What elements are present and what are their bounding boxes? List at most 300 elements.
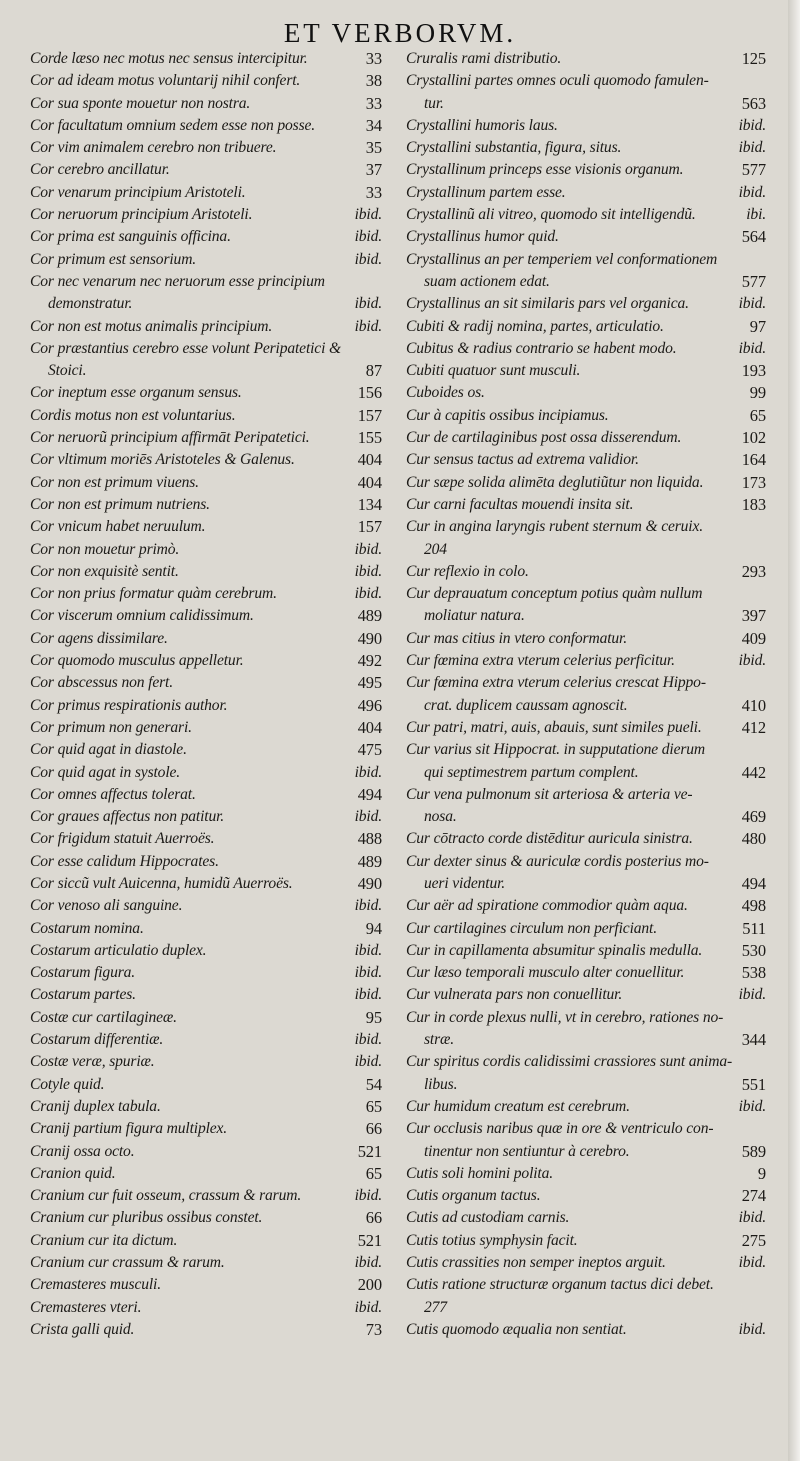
index-entry	[406, 583, 766, 605]
page-reference: 442	[741, 762, 766, 782]
index-entry	[406, 1096, 766, 1118]
page-reference: ibid.	[354, 206, 382, 224]
index-entry	[406, 1185, 766, 1207]
index-entry	[30, 1185, 382, 1207]
index-entry-text: Cremasteres musculi.	[30, 1276, 161, 1294]
index-entry	[30, 1319, 382, 1341]
index-entry	[30, 873, 382, 895]
index-entry-text: Cubiti & radij nomina, partes, articulatio.	[406, 317, 664, 335]
page-reference: 200	[357, 1275, 382, 1295]
page-reference: 521	[357, 1141, 382, 1161]
page-reference: 563	[741, 93, 766, 113]
index-entry-text: tur.	[424, 94, 444, 112]
page-reference: 99	[749, 383, 766, 403]
page-reference: ibid.	[354, 1053, 382, 1071]
index-entry-text: Cur humidum creatum est cerebrum.	[406, 1097, 630, 1115]
index-entry-text: Crystallinus humor quid.	[406, 228, 559, 246]
index-entry	[30, 427, 382, 449]
page-reference: ibid.	[738, 986, 766, 1004]
page-reference: 9	[757, 1163, 766, 1183]
page-reference: 156	[357, 383, 382, 403]
index-entry	[30, 204, 382, 226]
index-entry	[30, 293, 382, 315]
index-entry-text: Cordis motus non est voluntarius.	[30, 406, 236, 424]
index-entry	[406, 405, 766, 427]
page-reference: 164	[741, 450, 766, 470]
index-entry-text: Cur reflexio in colo.	[406, 562, 529, 580]
index-entry	[406, 784, 766, 806]
page-reference: 530	[741, 940, 766, 960]
index-entry	[30, 895, 382, 917]
index-entry	[30, 605, 382, 627]
index-entry-text: Cor cerebro ancillatur.	[30, 161, 170, 179]
index-entry-text: Cor frigidum statuit Auerroës.	[30, 830, 215, 848]
index-entry-text: suam actionem edat.	[424, 272, 550, 290]
index-entry	[406, 918, 766, 940]
page-reference: ibid.	[354, 1031, 382, 1049]
index-entry	[30, 472, 382, 494]
index-entry	[30, 695, 382, 717]
index-entry	[406, 1118, 766, 1140]
page-reference: 38	[365, 71, 382, 91]
page-reference: 409	[741, 628, 766, 648]
index-entry-text: Cor non exquisitè sentit.	[30, 562, 179, 580]
page-reference: ibid.	[738, 295, 766, 313]
page-reference: 102	[741, 428, 766, 448]
index-entry-text: Cuboides os.	[406, 384, 485, 402]
page-reference: ibid.	[354, 317, 382, 335]
index-entry-text: Cur dexter sinus & auriculæ cordis posterius mo-	[406, 852, 709, 870]
index-entry	[30, 828, 382, 850]
index-entry	[30, 516, 382, 538]
index-entry-text: Costæ cur cartilagineæ.	[30, 1008, 177, 1026]
index-entry	[30, 1207, 382, 1229]
index-entry-text: Cor venarum principium Aristoteli.	[30, 183, 246, 201]
index-entry	[406, 115, 766, 137]
page-reference: 173	[741, 472, 766, 492]
index-entry	[30, 1274, 382, 1296]
index-entry	[30, 48, 382, 70]
index-entry	[406, 739, 766, 761]
index-entry-text: Cur læso temporali musculo alter conuellitur.	[406, 964, 685, 982]
page-reference: ibid.	[738, 1209, 766, 1227]
index-entry	[406, 1029, 766, 1051]
index-entry-text: Cubitus & radius contrario se habent modo.	[406, 339, 677, 357]
index-entry-text: Cor agens dissimilare.	[30, 629, 168, 647]
index-entry-text: Cor graues affectus non patitur.	[30, 808, 225, 826]
index-entry-text: moliatur natura.	[424, 607, 525, 625]
index-entry	[30, 561, 382, 583]
index-entry	[30, 539, 382, 561]
page-reference: ibid.	[354, 1187, 382, 1205]
index-entry	[30, 226, 382, 248]
page-reference: 125	[741, 49, 766, 68]
index-entry	[30, 650, 382, 672]
index-entry-text: Cranij partium figura multiplex.	[30, 1120, 228, 1138]
index-entry	[406, 382, 766, 404]
index-entry-text: Costarum partes.	[30, 986, 136, 1004]
index-entry	[30, 717, 382, 739]
index-entry	[406, 539, 766, 561]
page-reference: 410	[741, 695, 766, 715]
index-entry-text: Cor facultatum omnium sedem esse non posse.	[30, 116, 316, 134]
index-entry	[406, 271, 766, 293]
index-entry-text: 204	[424, 540, 447, 558]
index-entry	[30, 115, 382, 137]
index-entry	[30, 672, 382, 694]
index-entry	[30, 338, 382, 360]
index-entry	[30, 583, 382, 605]
index-entry-text: Cur in corde plexus nulli, vt in cerebro, rationes no-	[406, 1008, 724, 1026]
index-entry-text: Cor ad ideam motus voluntarij nihil confert.	[30, 72, 301, 90]
index-entry	[30, 316, 382, 338]
index-column-right	[406, 48, 766, 1341]
index-entry	[406, 226, 766, 248]
page-reference: ibid.	[354, 1298, 382, 1316]
index-entry	[406, 360, 766, 382]
index-entry	[30, 984, 382, 1006]
index-entry	[30, 405, 382, 427]
index-entry-text: demonstratur.	[48, 295, 133, 313]
page-reference: 564	[741, 227, 766, 247]
index-entry-text: Cubiti quatuor sunt musculi.	[406, 362, 581, 380]
index-entry-text: Cutis soli homini polita.	[406, 1164, 554, 1182]
page-reference: 73	[365, 1319, 382, 1339]
index-entry-text: Cor nec venarum nec neruorum esse principium	[30, 272, 325, 290]
page-reference: 155	[357, 428, 382, 448]
index-entry	[30, 182, 382, 204]
index-entry	[406, 1319, 766, 1341]
index-entry-text: Cor quomodo musculus appelletur.	[30, 652, 244, 670]
index-entry	[406, 449, 766, 471]
index-entry-text: Crystallinus an per temperiem vel conformationem	[406, 250, 718, 268]
index-entry	[406, 962, 766, 984]
index-entry-text: Cor quid agat in diastole.	[30, 741, 187, 759]
index-entry-text: crat. duplicem caussam agnoscit.	[424, 696, 628, 714]
page-reference: 274	[741, 1186, 766, 1206]
index-entry-text: Cutis crassities non semper ineptos arguit.	[406, 1254, 666, 1272]
index-entry	[30, 1074, 382, 1096]
index-entry-text: Cor abscessus non fert.	[30, 674, 173, 692]
page-reference: 95	[365, 1007, 382, 1027]
index-entry	[30, 1297, 382, 1319]
index-entry-text: Cor non prius formatur quàm cerebrum.	[30, 585, 277, 603]
index-entry-text: Crystallini substantia, figura, situs.	[406, 139, 622, 157]
index-entry-text: Crista galli quid.	[30, 1320, 135, 1338]
index-entry	[406, 249, 766, 271]
page-reference: 489	[357, 851, 382, 871]
index-entry-text: Cutis totius symphysin facit.	[406, 1231, 578, 1249]
index-entry	[406, 516, 766, 538]
page-reference: 404	[357, 717, 382, 737]
page-reference: ibid.	[354, 295, 382, 313]
index-entry	[406, 605, 766, 627]
index-entry-text: Cor viscerum omnium calidissimum.	[30, 607, 254, 625]
page-reference: 66	[365, 1208, 382, 1228]
index-entry-text: Cruralis rami distributio.	[406, 50, 562, 67]
index-entry	[30, 851, 382, 873]
page-reference: 34	[365, 115, 382, 135]
index-entry	[30, 739, 382, 761]
index-entry-text: libus.	[424, 1075, 458, 1093]
index-entry	[406, 472, 766, 494]
index-entry	[30, 762, 382, 784]
index-entry	[406, 1252, 766, 1274]
index-entry	[30, 1051, 382, 1073]
index-entry	[30, 494, 382, 516]
page-reference: 404	[357, 472, 382, 492]
page-reference: 511	[742, 918, 766, 938]
page-reference: 65	[749, 405, 766, 425]
page-reference: ibid.	[738, 139, 766, 157]
index-entry	[30, 93, 382, 115]
index-entry	[30, 1230, 382, 1252]
page-reference: 480	[741, 829, 766, 849]
index-entry	[406, 695, 766, 717]
index-entry	[30, 1029, 382, 1051]
page-reference: 490	[357, 873, 382, 893]
index-entry-text: ueri videntur.	[424, 874, 506, 892]
index-entry-text: Cur cartilagines circulum non perficiant.	[406, 919, 657, 937]
index-entry	[30, 940, 382, 962]
index-entry	[406, 93, 766, 115]
index-entry-text: Cremasteres vteri.	[30, 1298, 142, 1316]
index-entry-text: Cur fœmina extra vterum celerius perficitur.	[406, 652, 675, 670]
index-entry	[406, 1274, 766, 1296]
index-entry-text: Cranium cur fuit osseum, crassum & rarum.	[30, 1187, 302, 1205]
index-entry	[406, 1207, 766, 1229]
page-reference: 496	[357, 695, 382, 715]
index-entry-text: Crystallinus an sit similaris pars vel organica.	[406, 295, 689, 313]
index-entry-text: 277	[424, 1298, 447, 1316]
index-entry	[406, 70, 766, 92]
index-entry-text: Cur in angina laryngis rubent sternum & ceruix.	[406, 518, 704, 536]
index-entry-text: Cor sua sponte mouetur non nostra.	[30, 94, 251, 112]
index-entry	[406, 1141, 766, 1163]
page-reference: ibid.	[738, 116, 766, 134]
page-reference: 412	[741, 717, 766, 737]
index-entry	[406, 1007, 766, 1029]
page-reference: ibid.	[738, 1254, 766, 1272]
page-reference: 551	[741, 1074, 766, 1094]
index-entry	[406, 873, 766, 895]
page-reference: 134	[357, 494, 382, 514]
index-entry-text: Cor omnes affectus tolerat.	[30, 785, 196, 803]
index-entry-text: Cor non est motus animalis principium.	[30, 317, 273, 335]
index-entry	[406, 984, 766, 1006]
index-entry-text: Crystallinum partem esse.	[406, 183, 566, 201]
page-reference: ibid.	[738, 183, 766, 201]
index-entry	[406, 762, 766, 784]
page-reference: 488	[357, 829, 382, 849]
page-reference: 404	[357, 450, 382, 470]
index-entry	[406, 1163, 766, 1185]
page-reference: 494	[357, 784, 382, 804]
page-reference: ibid.	[354, 986, 382, 1004]
index-entry-text: Cur cōtracto corde distēditur auricula sinistra.	[406, 830, 693, 848]
index-entry-text: Cutis quomodo æqualia non sentiat.	[406, 1320, 627, 1338]
index-entry-text: tinentur non sentiuntur à cerebro.	[424, 1142, 630, 1160]
index-entry-text: Cor venoso ali sanguine.	[30, 897, 183, 915]
index-entry	[30, 1096, 382, 1118]
index-entry-text: Costarum nomina.	[30, 919, 144, 937]
index-entry	[406, 316, 766, 338]
page-reference: ibid.	[354, 808, 382, 826]
page-reference: 54	[365, 1074, 382, 1094]
index-entry	[406, 717, 766, 739]
page-reference: 293	[741, 561, 766, 581]
page-reference: ibid.	[354, 964, 382, 982]
index-entry-text: Corde læso nec motus nec sensus intercipitur.	[30, 50, 308, 67]
index-entry	[30, 249, 382, 271]
index-entry	[30, 918, 382, 940]
page-reference: 275	[741, 1230, 766, 1250]
index-entry-text: Cor esse calidum Hippocrates.	[30, 852, 219, 870]
page-reference: 490	[357, 628, 382, 648]
index-entry-text: Cutis ratione structuræ organum tactus dici debet.	[406, 1276, 714, 1294]
page-reference: 87	[365, 361, 382, 381]
index-entry-text: Cor prima est sanguinis officina.	[30, 228, 231, 246]
index-entry	[406, 137, 766, 159]
index-entry	[406, 159, 766, 181]
index-entry	[406, 561, 766, 583]
page-edge	[788, 0, 800, 1461]
index-entry	[406, 940, 766, 962]
page-reference: ibid.	[354, 1254, 382, 1272]
index-entry	[30, 137, 382, 159]
index-column-left	[30, 48, 382, 1341]
index-entry-text: Cutis ad custodiam carnis.	[406, 1209, 570, 1227]
page-reference: 66	[365, 1119, 382, 1139]
page-reference: 65	[365, 1096, 382, 1116]
index-entry-text: Cor siccũ vult Auicenna, humidũ Auerroës.	[30, 874, 293, 892]
index-entry-text: Costæ veræ, spuriæ.	[30, 1053, 155, 1071]
index-entry	[406, 338, 766, 360]
index-entry	[406, 806, 766, 828]
page-reference: 344	[741, 1030, 766, 1050]
index-entry-text: Cur patri, matri, auis, abauis, sunt similes pueli.	[406, 718, 702, 736]
page-reference: 492	[357, 651, 382, 671]
index-entry-text: Cor ineptum esse organum sensus.	[30, 384, 242, 402]
index-entry-text: Crystallini humoris laus.	[406, 116, 558, 134]
index-entry-text: Cur à capitis ossibus incipiamus.	[406, 406, 609, 424]
page-reference: ibid.	[738, 1320, 766, 1338]
index-entry-text: Cor primus respirationis author.	[30, 696, 228, 714]
index-entry	[406, 204, 766, 226]
index-entry-text: Cor primum est sensorium.	[30, 250, 197, 268]
index-entry-text: Cur mas citius in vtero conformatur.	[406, 629, 627, 647]
page-reference: ibid.	[354, 763, 382, 781]
index-entry	[30, 1141, 382, 1163]
page-reference: 183	[741, 494, 766, 514]
index-entry-text: Crystallinũ ali vitreo, quomodo sit intelligendũ.	[406, 206, 696, 224]
index-entry-text: Cur sensus tactus ad extrema validior.	[406, 451, 639, 469]
page-reference: 475	[357, 740, 382, 760]
page-reference: 33	[365, 93, 382, 113]
page-reference: 495	[357, 673, 382, 693]
index-entry-text: Cranium cur ita dictum.	[30, 1231, 178, 1249]
index-entry-text: Cor vim animalem cerebro non tribuere.	[30, 139, 277, 157]
page-reference: ibid.	[738, 339, 766, 357]
index-entry	[30, 1163, 382, 1185]
index-entry	[30, 784, 382, 806]
index-entry	[30, 382, 382, 404]
index-entry-text: Cur fœmina extra vterum celerius crescat Hippo-	[406, 674, 706, 692]
index-entry	[30, 1252, 382, 1274]
page-reference: 65	[365, 1163, 382, 1183]
index-entry	[30, 449, 382, 471]
index-entry	[406, 650, 766, 672]
index-entry-text: Cor præstantius cerebro esse volunt Peripatetici &	[30, 339, 341, 357]
index-entry-text: Cor quid agat in systole.	[30, 763, 181, 781]
index-entry-text: qui septimestrem partum complent.	[424, 763, 639, 781]
page-reference: 577	[741, 160, 766, 180]
index-entry	[30, 360, 382, 382]
index-entry-text: Cur spiritus cordis calidissimi crassiores sunt anima-	[406, 1053, 733, 1071]
index-entry-text: Cur aër ad spiratione commodior quàm aqua.	[406, 897, 688, 915]
index-entry	[406, 1230, 766, 1252]
page-reference: 498	[741, 896, 766, 916]
index-entry	[30, 628, 382, 650]
index-entry-text: Crystallini partes omnes oculi quomodo famulen-	[406, 72, 709, 90]
index-entry-text: Cor non est primum nutriens.	[30, 495, 210, 513]
index-entry-text: Cutis organum tactus.	[406, 1187, 541, 1205]
page-reference: 397	[741, 606, 766, 626]
index-entry	[30, 159, 382, 181]
index-entry-text: stræ.	[424, 1031, 455, 1049]
index-entry-text: Costarum differentiæ.	[30, 1031, 164, 1049]
page-reference: ibid.	[354, 228, 382, 246]
index-entry-text: Cor primum non generari.	[30, 718, 192, 736]
index-entry-text: Cur vulnerata pars non conuellitur.	[406, 986, 623, 1004]
page-reference: ibid.	[354, 941, 382, 959]
index-entry	[406, 672, 766, 694]
page-reference: 589	[741, 1141, 766, 1161]
index-entry	[406, 182, 766, 204]
index-entry-text: Cur vena pulmonum sit arteriosa & arteria ve-	[406, 785, 693, 803]
index-entry-text: Cor vltimum moriēs Aristoteles & Galenus.	[30, 451, 295, 469]
index-entry-text: Cur sæpe solida alimēta deglutiũtur non liquida.	[406, 473, 704, 491]
page-reference: 577	[741, 271, 766, 291]
index-entry	[30, 1007, 382, 1029]
index-entry-text: Cur carni facultas mouendi insita sit.	[406, 495, 634, 513]
page-reference: 97	[749, 316, 766, 336]
index-entry	[30, 1118, 382, 1140]
index-entry	[406, 494, 766, 516]
index-entry-text: Cor vnicum habet neruulum.	[30, 518, 206, 536]
index-entry-text: Cur in capillamenta absumitur spinalis medulla.	[406, 941, 703, 959]
index-entry	[30, 271, 382, 293]
index-entry-text: nosa.	[424, 808, 457, 826]
index-entry-text: Cranium cur crassum & rarum.	[30, 1254, 225, 1272]
index-entry	[30, 962, 382, 984]
page-reference: ibid.	[354, 897, 382, 915]
page-reference: 538	[741, 963, 766, 983]
index-entry-text: Cor non est primum viuens.	[30, 473, 199, 491]
page-reference: ibid.	[738, 652, 766, 670]
page-reference: 489	[357, 606, 382, 626]
page-reference: 37	[365, 160, 382, 180]
index-entry-text: Cotyle quid.	[30, 1075, 105, 1093]
index-entry	[406, 628, 766, 650]
index-entry	[406, 828, 766, 850]
index-entry	[406, 1051, 766, 1073]
page-reference: 521	[357, 1230, 382, 1250]
index-entry-text: Cranij ossa octo.	[30, 1142, 135, 1160]
page-reference: 33	[365, 182, 382, 202]
index-entry	[30, 806, 382, 828]
index-entry-text: Cranij duplex tabula.	[30, 1097, 161, 1115]
